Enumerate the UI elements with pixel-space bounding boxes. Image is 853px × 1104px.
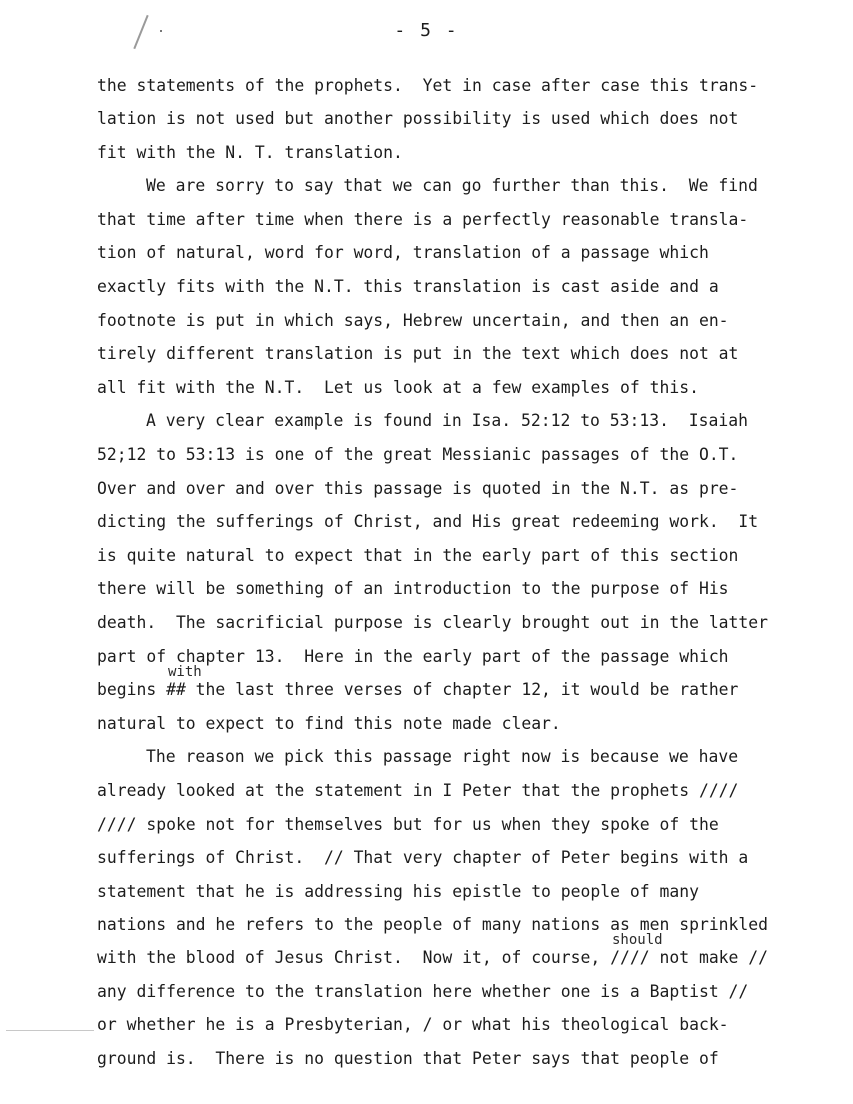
text-line: any difference to the translation here whether one is a Baptist // [97, 982, 749, 1001]
text-line: A very clear example is found in Isa. 52:12 to 53:13. Isaiah [146, 411, 748, 430]
text-line: already looked at the statement in I Peter that the prophets //// [97, 781, 739, 800]
text-line: 52;12 to 53:13 is one of the great Messianic passages of the O.T. [97, 445, 739, 464]
text-line: that time after time when there is a perfectly reasonable transla- [97, 210, 749, 229]
handwritten-insert-should: should [612, 932, 663, 948]
text-line: or whether he is a Presbyterian, / or what his theological back- [97, 1015, 729, 1034]
text-line: nations and he refers to the people of many nations as men sprinkled [97, 915, 769, 934]
text-line: Over and over and over this passage is quoted in the N.T. as pre- [97, 479, 739, 498]
text-line: tion of natural, word for word, translation of a passage which [97, 243, 709, 262]
text-line: with the blood of Jesus Christ. Now it, of course, //// not make // [97, 948, 769, 967]
handwritten-insert-with: with [168, 664, 202, 680]
text-line: dicting the sufferings of Christ, and His great redeeming work. It [97, 512, 759, 531]
margin-rule [6, 1030, 94, 1031]
text-line: begins ## the last three verses of chapter 12, it would be rather [97, 680, 739, 699]
text-line: all fit with the N.T. Let us look at a few examples of this. [97, 378, 699, 397]
text-line: fit with the N. T. translation. [97, 143, 403, 162]
text-line: lation is not used but another possibility is used which does not [97, 109, 739, 128]
text-line: statement that he is addressing his epistle to people of many [97, 882, 699, 901]
text-line: We are sorry to say that we can go further than this. We find [146, 176, 758, 195]
text-line: sufferings of Christ. // That very chapter of Peter begins with a [97, 848, 749, 867]
text-line: the statements of the prophets. Yet in case after case this trans- [97, 76, 759, 95]
page-number: - 5 - [394, 20, 459, 41]
text-line: tirely different translation is put in the text which does not at [97, 344, 739, 363]
text-line: natural to expect to find this note made clear. [97, 714, 561, 733]
text-line: ground is. There is no question that Peter says that people of [97, 1049, 719, 1068]
text-line: footnote is put in which says, Hebrew uncertain, and then an en- [97, 311, 729, 330]
text-line: there will be something of an introduction to the purpose of His [97, 579, 729, 598]
text-line: //// spoke not for themselves but for us when they spoke of the [97, 815, 719, 834]
text-line: death. The sacrificial purpose is clearly brought out in the latter [97, 613, 769, 632]
text-line: exactly fits with the N.T. this translation is cast aside and a [97, 277, 719, 296]
text-line: The reason we pick this passage right now is because we have [146, 747, 739, 766]
text-line: is quite natural to expect that in the early part of this section [97, 546, 739, 565]
text-line: part of chapter 13. Here in the early part of the passage which [97, 647, 729, 666]
